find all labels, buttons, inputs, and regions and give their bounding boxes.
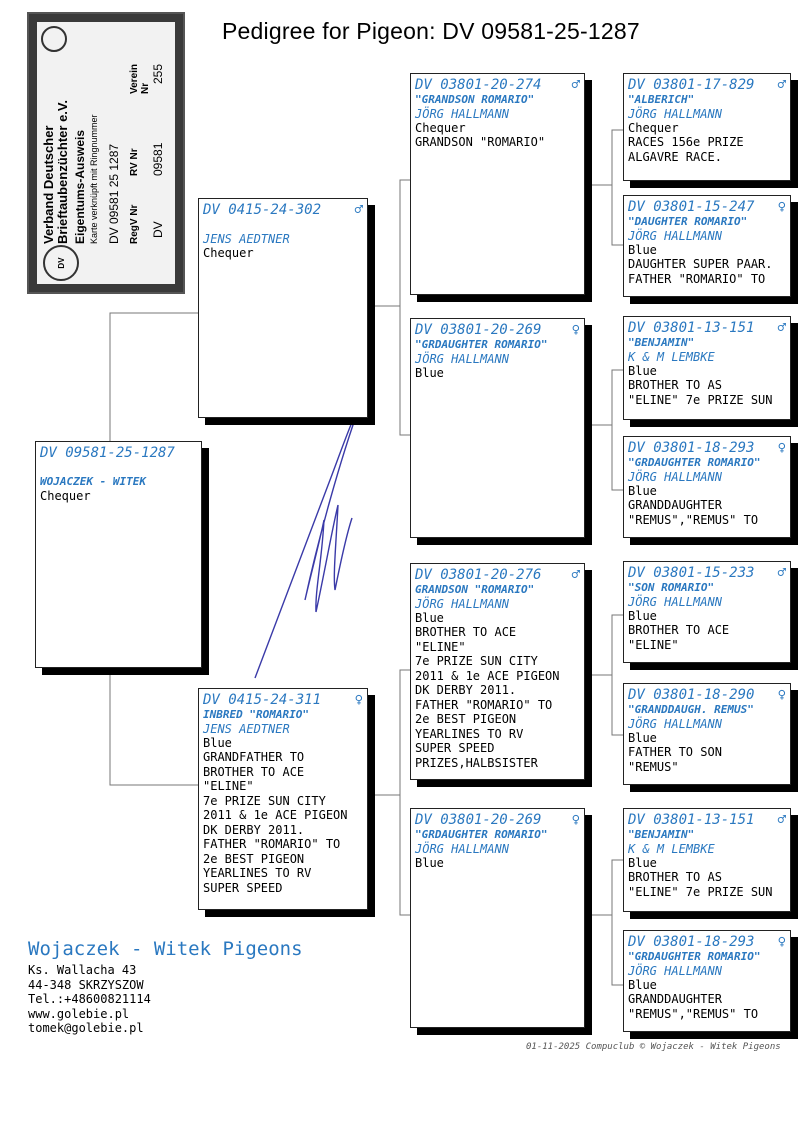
sex-icon: ♀ [354, 692, 363, 708]
ring-number: DV 03801-20-269 ♀ [415, 322, 580, 338]
sex-icon: ♂ [571, 77, 580, 93]
pigeon-name: "GRANDSON ROMARIO" [415, 93, 535, 106]
pigeon-note-line: PRIZES,HALBSISTER [415, 755, 538, 770]
ring-number: DV 03801-20-269 ♀ [415, 812, 580, 828]
pigeon-name: "GRANDDAUGH. REMUS" [628, 703, 754, 716]
pigeon-note-line: 2e BEST PIGEON [203, 851, 305, 866]
ring-number: DV 03801-18-293 ♀ [628, 440, 786, 456]
card-org-line-1: Verband Deutscher [41, 125, 56, 244]
card-value: 255 [151, 63, 165, 84]
pigeon-box-dam-dam[interactable] [410, 808, 585, 1028]
ring-number: DV 03801-13-151 ♂ [628, 320, 786, 336]
pigeon-note-line: DK DERBY 2011. [415, 683, 517, 697]
breeder: JÖRG HALLMANN [628, 107, 722, 121]
breeder: JÖRG HALLMANN [415, 597, 509, 611]
pigeon-color: Blue [628, 609, 657, 623]
sex-icon: ♂ [777, 77, 786, 93]
pigeon-note-line: FATHER "ROMARIO" TO [628, 271, 766, 286]
pigeon-name: "GRDAUGHTER ROMARIO" [415, 828, 548, 841]
pigeon-note-line: RACES 156e PRIZE [628, 135, 744, 149]
pigeon-note-line: YEARLINES TO RV [415, 726, 524, 741]
pigeon-note-line: 2e BEST PIGEON [415, 712, 517, 726]
breeder: JÖRG HALLMANN [415, 842, 509, 856]
card-subheading: Karte verknüpft mit Ringnummer [89, 114, 99, 244]
pigeon-color: Blue [415, 611, 444, 625]
pigeon-note-line: DAUGHTER SUPER PAAR. [628, 257, 773, 271]
card-label: RegV Nr [129, 204, 140, 244]
breeder: K & M LEMBKE [628, 842, 715, 856]
pigeon-box-sire-dam[interactable] [410, 318, 585, 538]
signature-scribble [255, 405, 360, 678]
card-label: RV Nr [129, 148, 140, 176]
pigeon-box-dss[interactable] [623, 561, 791, 663]
pigeon-note-line: GRANDSON "ROMARIO" [415, 135, 546, 149]
card-heading: Eigentums-Ausweis [73, 129, 87, 244]
email-link[interactable]: tomek@golebie.pl [28, 1021, 144, 1035]
breeder: JÖRG HALLMANN [415, 107, 509, 121]
breeder: JÖRG HALLMANN [415, 352, 509, 366]
ring-number: DV 03801-13-151 ♂ [628, 812, 786, 828]
pigeon-name: "GRDAUGHTER ROMARIO" [628, 950, 761, 963]
pigeon-note-line: BROTHER TO AS [628, 378, 722, 392]
pigeon-note-line: "ELINE" [203, 779, 254, 793]
pigeon-name: WOJACZEK - WITEK [40, 475, 146, 488]
sex-icon: ♂ [777, 320, 786, 336]
ring-number: DV 03801-15-233 ♂ [628, 565, 786, 581]
pigeon-color: Blue [628, 731, 657, 745]
card-org-line-2: Brieftaubenzüchter e.V. [55, 99, 70, 244]
address-line: Tel.:+48600821114 [28, 992, 151, 1006]
sex-icon: ♀ [777, 687, 786, 703]
ring-number: DV 03801-18-293 ♀ [628, 934, 786, 950]
pigeon-note-line: "ELINE" [415, 639, 466, 654]
pigeon-color: Blue [628, 364, 657, 378]
breeder-address [28, 963, 151, 1036]
pigeon-color: Blue [415, 856, 444, 870]
pigeon-note-line: 7e PRIZE SUN CITY [203, 793, 326, 808]
pigeon-note-line: BROTHER TO AS [628, 870, 722, 884]
pigeon-note-line: "REMUS" [628, 759, 679, 774]
pigeon-box-sire-sire[interactable] [410, 73, 585, 295]
breeder: JENS AEDTNER [203, 232, 290, 246]
address-line: Ks. Wallacha 43 [28, 963, 137, 977]
pigeon-name: GRANDSON "ROMARIO" [415, 583, 535, 596]
card-value: DV [151, 221, 165, 238]
pigeon-emblem-icon [41, 26, 67, 52]
website-link[interactable]: www.golebie.pl [28, 1006, 130, 1021]
pigeon-color: Chequer [628, 121, 679, 135]
ring-number: DV 09581-25-1287 [40, 445, 175, 461]
pigeon-note-line: SUPER SPEED [203, 880, 283, 895]
ring-number: DV 03801-20-274 ♂ [415, 77, 580, 93]
pigeon-box-dds[interactable] [623, 808, 791, 912]
pigeon-color: Blue [628, 484, 657, 498]
pigeon-name: "GRDAUGHTER ROMARIO" [415, 338, 548, 351]
breeder: JENS AEDTNER [203, 722, 290, 736]
pigeon-box-sds[interactable] [623, 316, 791, 420]
pigeon-note-line: FATHER TO SON [628, 745, 722, 759]
pigeon-note-line: BROTHER TO ACE [415, 625, 517, 639]
breeder: JÖRG HALLMANN [628, 717, 722, 731]
pigeon-box-sss[interactable] [623, 73, 791, 181]
pigeon-name: INBRED "ROMARIO" [203, 708, 309, 721]
sex-icon: ♀ [777, 440, 786, 456]
ring-number: DV 0415-24-302 ♂ [203, 202, 363, 218]
pigeon-note-line: DK DERBY 2011. [203, 822, 305, 837]
breeder-name: Wojaczek - Witek Pigeons [28, 938, 303, 960]
pigeon-color: Blue [628, 978, 657, 992]
pigeon-color: Blue [628, 856, 657, 870]
card-ring-number: DV 09581 25 1287 [107, 143, 121, 244]
address-line: 44-348 SKRZYSZOW [28, 977, 144, 992]
sex-icon: ♂ [777, 565, 786, 581]
pigeon-name: "BENJAMIN" [628, 828, 695, 841]
pigeon-color: Chequer [203, 246, 254, 260]
pigeon-note-line: 2011 & 1e ACE PIGEON [415, 668, 560, 683]
page-title: Pedigree for Pigeon: DV 09581-25-1287 [222, 18, 640, 44]
pigeon-note-line: SUPER SPEED [415, 741, 495, 755]
ring-number: DV 0415-24-311 ♀ [203, 692, 363, 708]
card-value: 09581 [151, 142, 165, 176]
pigeon-color: Blue [628, 243, 657, 257]
pigeon-color: Blue [415, 366, 444, 380]
pigeon-name: "SON ROMARIO" [628, 581, 715, 594]
sex-icon: ♀ [571, 812, 580, 828]
pigeon-note-line: ALGAVRE RACE. [628, 149, 722, 164]
sex-icon: ♀ [571, 322, 580, 338]
ring-number: DV 03801-17-829 ♂ [628, 77, 786, 93]
sex-icon: ♀ [777, 199, 786, 215]
card-grid [129, 63, 173, 244]
pigeon-color: Blue [203, 736, 232, 750]
pigeon-box-subject[interactable] [35, 441, 202, 668]
pigeon-note-line: BROTHER TO ACE [628, 623, 730, 637]
sex-icon: ♀ [777, 934, 786, 950]
breeder: K & M LEMBKE [628, 350, 715, 364]
pigeon-note-line: "REMUS","REMUS" TO [628, 1006, 759, 1021]
pigeon-box-dam[interactable] [198, 688, 368, 910]
pigeon-note-line: "ELINE" 7e PRIZE SUN [628, 392, 773, 407]
pigeon-name: "BENJAMIN" [628, 336, 695, 349]
sex-icon: ♂ [777, 812, 786, 828]
pigeon-name: "ALBERICH" [628, 93, 695, 106]
pigeon-note-line: 7e PRIZE SUN CITY [415, 654, 538, 668]
pigeon-note-line: 2011 & 1e ACE PIGEON [203, 808, 348, 822]
ring-number: DV 03801-20-276 ♂ [415, 567, 580, 583]
sex-icon: ♂ [354, 202, 363, 218]
pigeon-name: "DAUGHTER ROMARIO" [628, 215, 748, 228]
pigeon-note-line: GRANDDAUGHTER [628, 498, 722, 512]
pigeon-note-line: FATHER "ROMARIO" TO [203, 837, 341, 851]
pigeon-note-line: GRANDDAUGHTER [628, 992, 722, 1006]
breeder: JÖRG HALLMANN [628, 595, 722, 609]
pigeon-note-line: "ELINE" [628, 637, 679, 652]
pigeon-note-line: FATHER "ROMARIO" TO [415, 697, 553, 712]
breeder: JÖRG HALLMANN [628, 470, 722, 484]
breeder: JÖRG HALLMANN [628, 964, 722, 978]
ring-number: DV 03801-15-247 ♀ [628, 199, 786, 215]
pigeon-note-line: YEARLINES TO RV [203, 866, 312, 880]
breeder: JÖRG HALLMANN [628, 229, 722, 243]
pigeon-box-ssd[interactable] [623, 195, 791, 297]
ring-number: DV 03801-18-290 ♀ [628, 687, 786, 703]
pigeon-note-line: "ELINE" 7e PRIZE SUN [628, 884, 773, 899]
pigeon-box-dsd[interactable] [623, 683, 791, 785]
print-stamp: 01-11-2025 Compuclub © Wojaczek - Witek Pigeons [526, 1042, 781, 1052]
pigeon-note-line: BROTHER TO ACE [203, 764, 305, 779]
pigeon-note-line: GRANDFATHER TO [203, 750, 305, 764]
pigeon-box-ddd[interactable] [623, 930, 791, 1032]
pigeon-color: Chequer [415, 121, 466, 135]
pigeon-box-sdd[interactable] [623, 436, 791, 538]
pigeon-box-sire[interactable] [198, 198, 368, 418]
ownership-card [27, 12, 185, 294]
pigeon-name: "GRDAUGHTER ROMARIO" [628, 456, 761, 469]
card-label: Verein Nr [129, 63, 151, 94]
federation-logo: DV [43, 245, 79, 281]
pigeon-note-line: "REMUS","REMUS" TO [628, 512, 759, 527]
pigeon-color: Chequer [40, 489, 91, 503]
sex-icon: ♂ [571, 567, 580, 583]
pigeon-box-dam-sire[interactable] [410, 563, 585, 780]
